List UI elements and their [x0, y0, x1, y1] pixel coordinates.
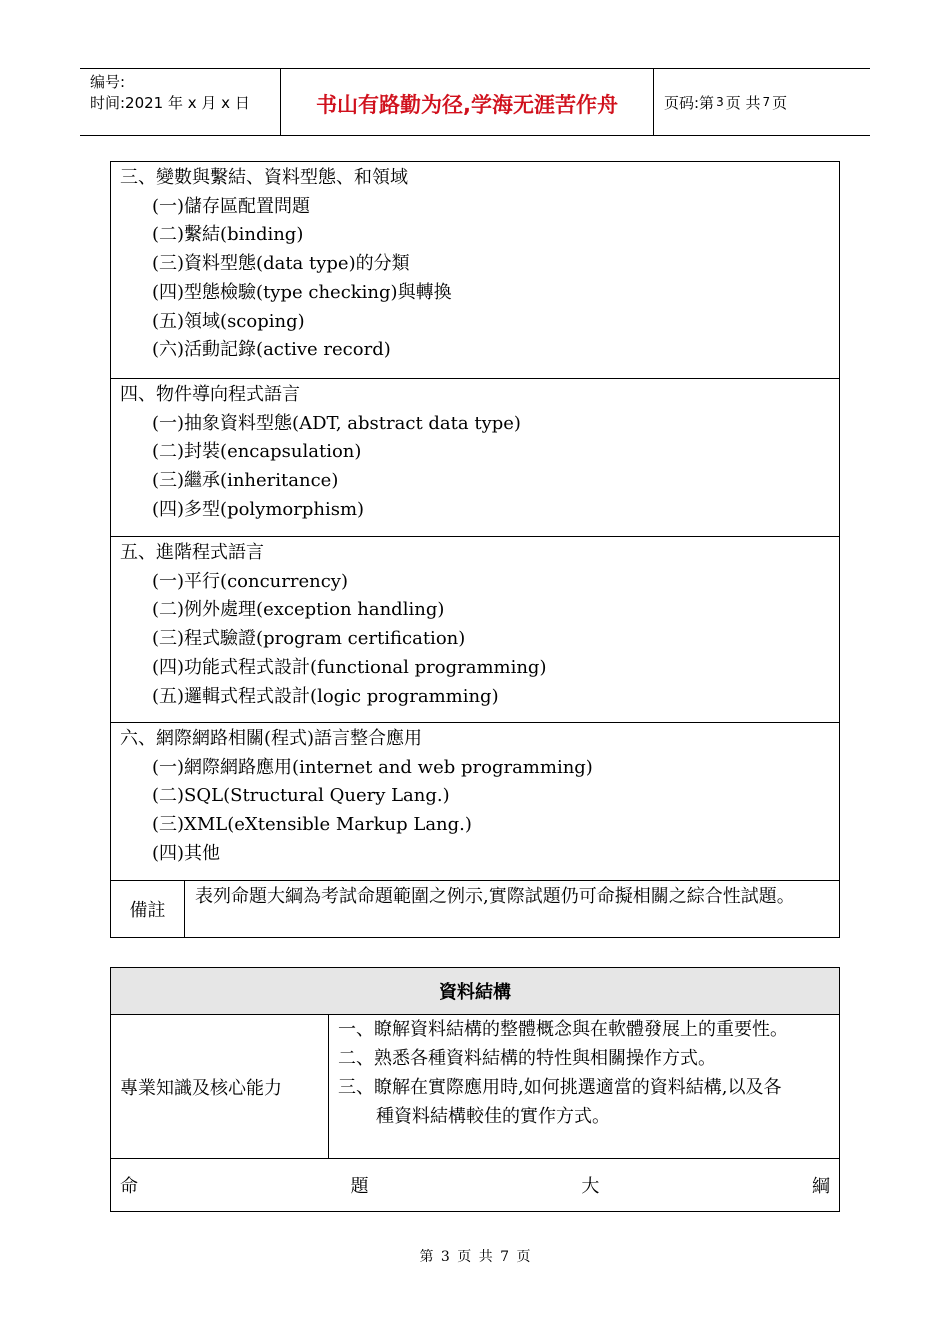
- document-time-label: 时间:2021 年 x 月 x 日: [90, 94, 250, 112]
- page-prefix: 页码:第: [664, 93, 715, 112]
- data-structure-table: [110, 967, 840, 1212]
- page-footer: 第 3 页 共 7 页: [419, 1249, 531, 1265]
- competency-line: 二、熟悉各種資料結構的特性與相關操作方式。: [338, 1048, 716, 1069]
- header-page-indicator: [654, 69, 870, 135]
- section-item: (一)儲存區配置問題: [152, 195, 311, 217]
- section-title: 四、物件導向程式語言: [120, 384, 300, 405]
- section-item: (一)網際網路應用(internet and web programming): [152, 756, 593, 778]
- section-title: 六、網際網路相關(程式)語言整合應用: [120, 728, 423, 749]
- outline-section: [111, 537, 839, 723]
- competency-line: 三、瞭解在實際應用時,如何挑選適當的資料結構,以及各: [338, 1077, 782, 1098]
- section-title: 三、變數與繫結、資料型態、和領域: [120, 167, 408, 188]
- outline-heading-row: [111, 1159, 839, 1211]
- header-meta: [80, 69, 281, 135]
- section-item: (三)XML(eXtensible Markup Lang.): [152, 814, 472, 836]
- competency-line: 種資料結構較佳的實作方式。: [376, 1106, 610, 1127]
- section-item: (六)活動記錄(active record): [152, 339, 391, 361]
- remark-label: 備註: [111, 881, 185, 937]
- section-title: 五、進階程式語言: [120, 542, 264, 563]
- section-item: (五)邏輯式程式設計(logic programming): [152, 685, 499, 707]
- header-motto: 书山有路勤为径,学海无涯苦作舟: [281, 69, 654, 135]
- remark-text: 表列命題大綱為考試命題範圍之例示,實際試題仍可命擬相關之綜合性試題。: [195, 886, 795, 907]
- section-item: (四)其他: [152, 842, 221, 864]
- outline-heading-char: 綱: [811, 1176, 830, 1197]
- page-total-number: 7: [762, 95, 771, 109]
- section-item: (四)多型(polymorphism): [152, 498, 365, 520]
- section-item: (一)平行(concurrency): [152, 570, 348, 592]
- outline-section: [111, 723, 839, 881]
- competency-line: 一、瞭解資料結構的整體概念與在軟體發展上的重要性。: [338, 1019, 788, 1040]
- section-item: (四)型態檢驗(type checking)與轉換: [152, 281, 452, 303]
- page-header: [80, 68, 870, 136]
- outline-table: [110, 161, 840, 938]
- outline-heading-char: 命: [120, 1176, 138, 1197]
- section-item: (三)資料型態(data type)的分類: [152, 253, 410, 275]
- page-mid: 页 共: [725, 93, 761, 112]
- section-item: (二)封裝(encapsulation): [152, 441, 362, 463]
- outline-heading-char: 大: [581, 1176, 600, 1197]
- section-item: (二)繫結(binding): [152, 224, 304, 246]
- section-item: (三)繼承(inheritance): [152, 470, 339, 492]
- section-item: (一)抽象資料型態(ADT, abstract data type): [152, 412, 521, 434]
- section-item: (五)領域(scoping): [152, 310, 305, 332]
- section-item: (四)功能式程式設計(functional programming): [152, 656, 547, 678]
- remark-row: [111, 881, 839, 938]
- competency-row: [111, 1015, 839, 1159]
- outline-heading-char: 題: [350, 1176, 369, 1197]
- outline-section: [111, 379, 839, 537]
- section-item: (二)SQL(Structural Query Lang.): [152, 785, 450, 807]
- competency-list: [329, 1015, 839, 1158]
- subject-title: 資料結構: [111, 968, 839, 1015]
- page-suffix: 页: [772, 93, 788, 112]
- outline-section: [111, 162, 839, 379]
- page-current-number: 3: [716, 95, 724, 109]
- section-item: (二)例外處理(exception handling): [152, 599, 445, 621]
- section-item: (三)程式驗證(program certification): [152, 628, 466, 650]
- competency-label: 專業知識及核心能力: [111, 1015, 329, 1158]
- document-code-label: 编号:: [90, 73, 126, 91]
